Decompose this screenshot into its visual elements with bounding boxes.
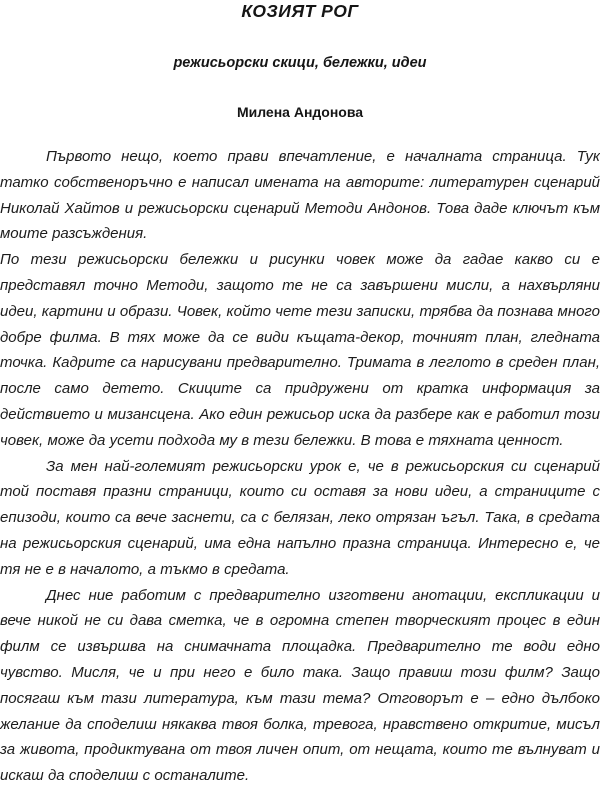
body-paragraph: По тези режисьорски бележки и рисунки човек може да гадае какво си е представял точно Методи, защото те не са завършени мисли, а нахвърляни идеи, картини и образи. Човек, който чете тези записки, трябва да познава много добре филма. В тях може да се види къщата-декор, точният план, гледната точка. Кадрите са нарисувани предварително. Тримата в леглото в среден план, после само детето. Скиците са придружени от кратка информация за действието и мизансцена. Ако един режисьор иска да разбере как е работил този човек, може да усети подхода му в тези бележки. В това е тяхната ценност. [0,251,600,449]
document-body [0,120,600,789]
page-title: КОЗИЯТ РОГ [241,1,359,21]
body-paragraph: Днес ние работим с предварително изготвени анотации, експликации и вече никой не си дава сметка, че в огромна степен творческият процес в един филм се извършва на снимачната площадка. Предварително те води едно чувство. Мисля, че и при него е било така. Защо правиш този филм? Защо посягаш към тази литература, към тази тема? Отговорът е – едно дълбоко желание да споделиш някаква твоя болка, тревога, нравствено откритие, мисъл за живота, продиктувана от твоя личен опит, от нещата, които те вълнуват и искаш да споделиш с останалите. [0,586,600,785]
document-author: Милена Андонова [236,104,364,120]
document-subtitle: режисьорски скици, бележки, идеи [173,55,427,71]
document-header [0,0,600,120]
body-paragraph: Първото нещо, което прави впечатление, е началната страница. Тук татко собственоръчно е написал имената на авторите: литературен сценарий Николай Хайтов и режисьорски сценарий Методи Андонов. Това даде ключът към моите разсъждения. [0,148,600,243]
body-paragraph: За мен най-големият режисьорски урок е, че в режисьорския си сценарий той поставя празни страници, които си оставя за нови идеи, а страниците с епизоди, които са вече заснети, са с белязан, леко отрязан ъгъл. Така, в средата на режисьорския сценарий, има една напълно празна страница. Интересно е, че тя не е в началото, а тъкмо в средата. [0,457,600,578]
